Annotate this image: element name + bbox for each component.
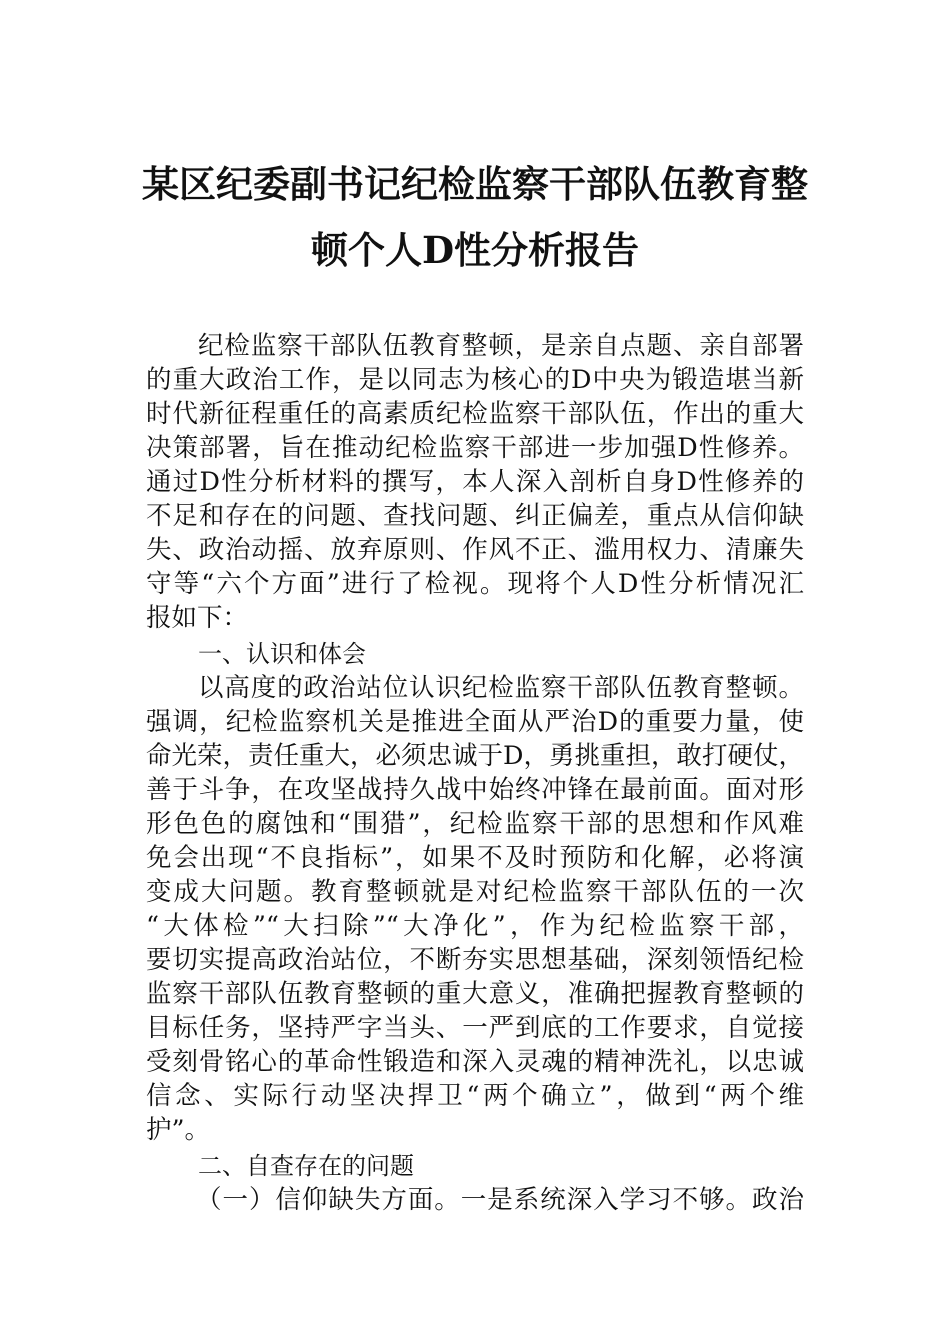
section-heading-1: 一、认识和体会: [198, 640, 366, 668]
paragraph-line: 不足和存在的问题、查找问题、纠正偏差，重点从信仰缺: [146, 501, 804, 531]
paragraph-line: （一）信仰缺失方面。一是系统深入学习不够。政治: [196, 1185, 804, 1215]
paragraph-line: 护”。: [146, 1115, 211, 1145]
paragraph-line: 以高度的政治站位认识纪检监察干部队伍教育整顿。: [198, 673, 804, 703]
paragraph-line: 报如下：: [146, 603, 249, 633]
paragraph-line: 守等“六个方面”进行了检视。现将个人D性分析情况汇: [146, 569, 804, 599]
paragraph-line: 强调，纪检监察机关是推进全面从严治D的重要力量，使: [146, 707, 804, 737]
paragraph-line: 要切实提高政治站位，不断夯实思想基础，深刻领悟纪检: [146, 945, 804, 975]
section-heading-2: 二、自查存在的问题: [198, 1152, 414, 1180]
paragraph-line: 目标任务，坚持严字当头、一严到底的工作要求，自觉接: [146, 1013, 804, 1043]
paragraph-line: 受刻骨铭心的革命性锻造和深入灵魂的精神洗礼，以忠诚: [146, 1047, 804, 1077]
document-title-line-1: 某区纪委副书记纪检监察干部队伍教育整: [142, 162, 808, 206]
paragraph-line: 监察干部队伍教育整顿的重大意义，准确把握教育整顿的: [146, 979, 804, 1009]
paragraph-line: 失、政治动摇、放弃原则、作风不正、滥用权力、清廉失: [146, 535, 804, 565]
paragraph-line: 免会出现“不良指标”，如果不及时预防和化解，必将演: [146, 843, 804, 873]
paragraph-line: 命光荣，责任重大，必须忠诚于D，勇挑重担，敢打硬仗，: [146, 741, 804, 771]
paragraph-line: 纪检监察干部队伍教育整顿，是亲自点题、亲自部署: [198, 331, 804, 361]
paragraph-line: 善于斗争，在攻坚战持久战中始终冲锋在最前面。面对形: [146, 775, 804, 805]
paragraph-line: “大体检”“大扫除”“大净化”，作为纪检监察干部，: [146, 911, 804, 941]
paragraph-line: 的重大政治工作，是以同志为核心的D中央为锻造堪当新: [146, 365, 804, 395]
paragraph-line: 通过D性分析材料的撰写，本人深入剖析自身D性修养的: [146, 467, 804, 497]
document-title-line-2: 顿个人D性分析报告: [310, 228, 640, 272]
paragraph-line: 时代新征程重任的高素质纪检监察干部队伍，作出的重大: [146, 399, 804, 429]
paragraph-line: 形色色的腐蚀和“围猎”，纪检监察干部的思想和作风难: [146, 809, 804, 839]
paragraph-line: 信念、实际行动坚决捍卫“两个确立”，做到“两个维: [146, 1081, 804, 1111]
paragraph-line: 变成大问题。教育整顿就是对纪检监察干部队伍的一次: [146, 877, 804, 907]
paragraph-line: 决策部署，旨在推动纪检监察干部进一步加强D性修养。: [146, 433, 804, 463]
